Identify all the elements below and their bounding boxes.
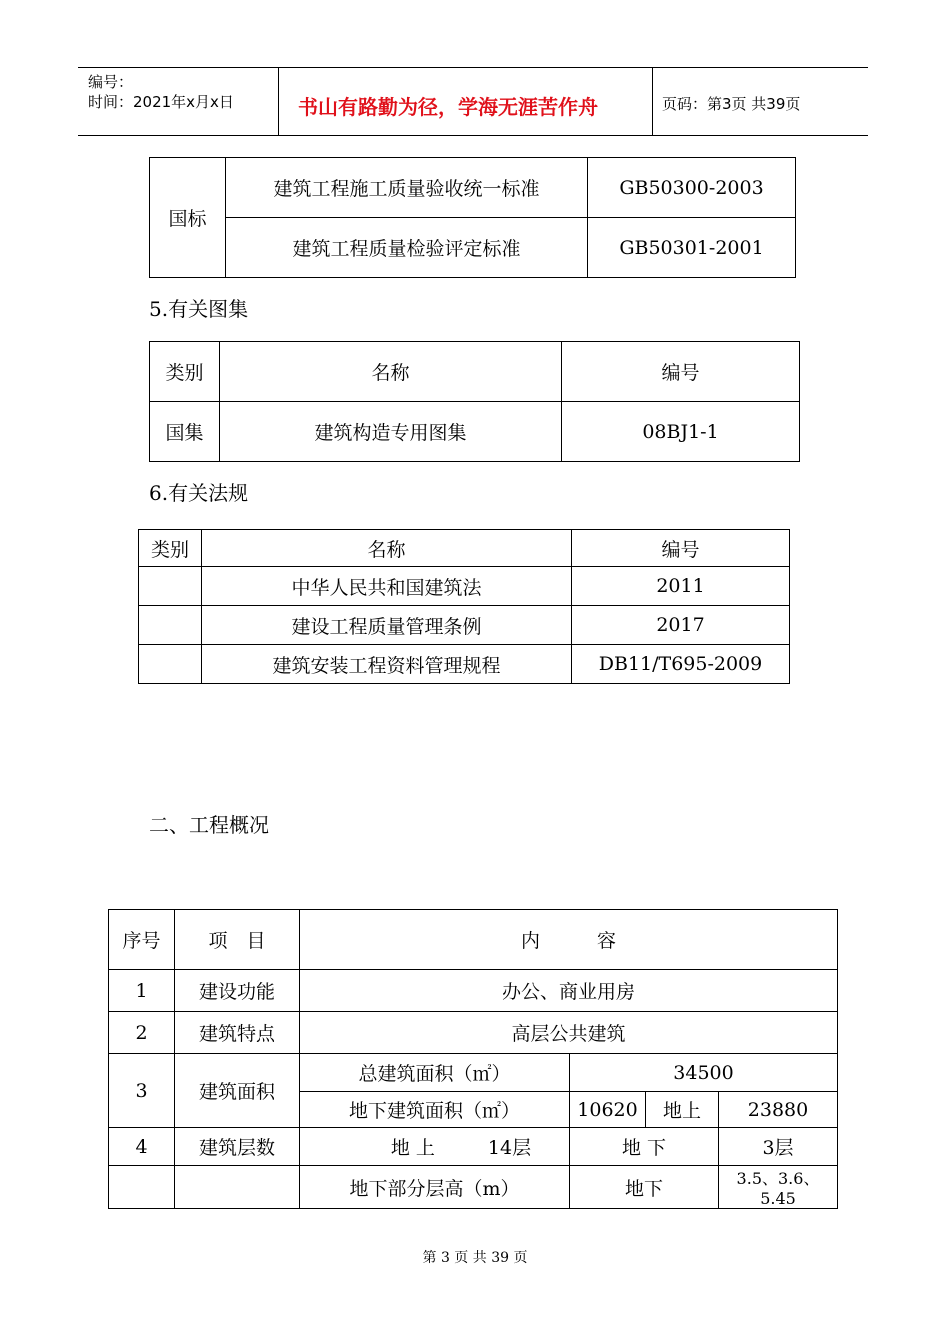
- atlas-header-category: 类别: [150, 342, 220, 402]
- above-ground-area-value: 23880: [719, 1092, 838, 1128]
- overview-header-content: 内 容: [300, 910, 838, 970]
- standards-category: 国标: [150, 158, 226, 278]
- section6-title: 6.有关法规: [149, 481, 249, 505]
- row-no: 1: [109, 970, 175, 1012]
- standard-code: GB50301-2001: [588, 218, 796, 278]
- row-item: 建设功能: [175, 970, 300, 1012]
- row-no: 3: [109, 1054, 175, 1128]
- atlas-table: [149, 341, 800, 462]
- row-item: 建筑层数: [175, 1128, 300, 1166]
- atlas-header-code: 编号: [562, 342, 800, 402]
- row-item: [175, 1166, 300, 1209]
- overview-title: 二、工程概况: [149, 813, 269, 837]
- regulations-header-name: 名称: [202, 530, 572, 567]
- floors-above-cell: [300, 1128, 570, 1166]
- underground-height-label: 地下部分层高（m）: [300, 1166, 570, 1209]
- floors-below-label: 地 下: [570, 1128, 719, 1166]
- underground-height-below-label: 地下: [570, 1166, 719, 1209]
- regulation-name: 建筑安装工程资料管理规程: [202, 645, 572, 684]
- standard-name: 建筑工程质量检验评定标准: [226, 218, 588, 278]
- overview-header-item: 项 目: [175, 910, 300, 970]
- header-page-info: 页码：第3页 共39页: [662, 95, 801, 113]
- standard-name: 建筑工程施工质量验收统一标准: [226, 158, 588, 218]
- total-area-value: 34500: [570, 1054, 838, 1092]
- header-motto: 书山有路勤为径，学海无涯苦作舟: [298, 95, 598, 119]
- regulation-name: 建设工程质量管理条例: [202, 606, 572, 645]
- standard-code: GB50300-2003: [588, 158, 796, 218]
- row-content: 办公、商业用房: [300, 970, 838, 1012]
- underground-height-value: 3.5、3.6、5.45: [719, 1166, 838, 1209]
- regulations-table: [138, 529, 790, 684]
- row-item: 建筑特点: [175, 1012, 300, 1054]
- project-overview-table: [108, 909, 838, 1209]
- regulations-header-category: 类别: [139, 530, 202, 567]
- floors-above-label: 地 上: [390, 1137, 435, 1159]
- row-no: 2: [109, 1012, 175, 1054]
- document-number-label: 编号：: [88, 73, 134, 91]
- regulation-category: [139, 645, 202, 684]
- regulation-category: [139, 567, 202, 606]
- floors-below-value: 3层: [719, 1128, 838, 1166]
- floors-above-value: 14层: [487, 1137, 532, 1159]
- page-footer: 第 3 页 共 39 页: [422, 1250, 528, 1266]
- row-content: 高层公共建筑: [300, 1012, 838, 1054]
- total-area-label: 总建筑面积（㎡）: [300, 1054, 570, 1092]
- regulation-code: 2011: [572, 567, 790, 606]
- row-no: 4: [109, 1128, 175, 1166]
- atlas-header-name: 名称: [220, 342, 562, 402]
- regulation-code: 2017: [572, 606, 790, 645]
- regulation-code: DB11/T695-2009: [572, 645, 790, 684]
- section5-title: 5.有关图集: [149, 297, 249, 321]
- regulations-header-code: 编号: [572, 530, 790, 567]
- underground-area-value: 10620: [570, 1092, 646, 1128]
- row-no: [109, 1166, 175, 1209]
- atlas-name: 建筑构造专用图集: [220, 402, 562, 462]
- atlas-category: 国集: [150, 402, 220, 462]
- regulation-category: [139, 606, 202, 645]
- atlas-code: 08BJ1-1: [562, 402, 800, 462]
- document-time-label: 时间：2021年x月x日: [88, 93, 234, 111]
- above-ground-label: 地上: [646, 1092, 719, 1128]
- underground-area-label: 地下建筑面积（㎡）: [300, 1092, 570, 1128]
- row-item: 建筑面积: [175, 1054, 300, 1128]
- overview-header-no: 序号: [109, 910, 175, 970]
- regulation-name: 中华人民共和国建筑法: [202, 567, 572, 606]
- standards-table: [149, 157, 796, 278]
